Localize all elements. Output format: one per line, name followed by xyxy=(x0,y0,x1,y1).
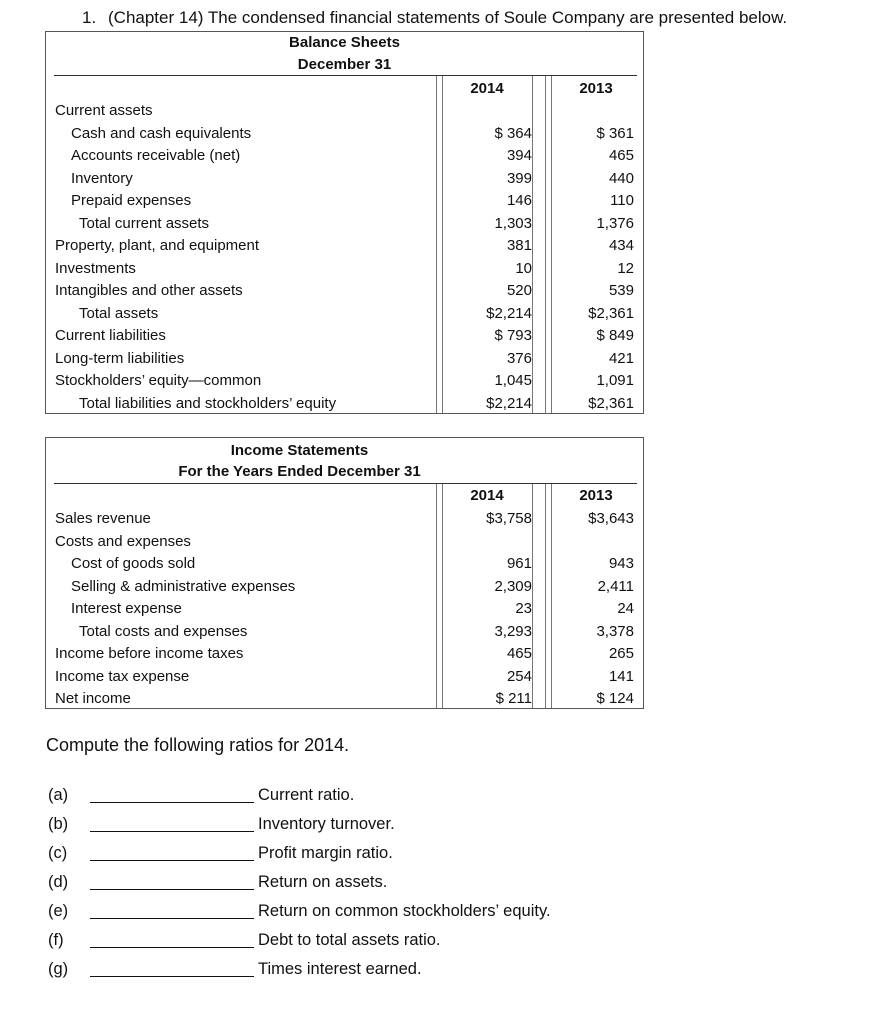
value-2014: 10 xyxy=(515,259,532,277)
table-row xyxy=(46,393,643,416)
table-row xyxy=(46,531,643,554)
value-2013: 3,378 xyxy=(596,622,634,640)
income-statement-subtitle: For the Years Ended December 31 xyxy=(178,463,421,480)
value-2014: $2,214 xyxy=(486,304,532,322)
ratio-name: Profit margin ratio. xyxy=(258,844,393,862)
table-row xyxy=(46,145,643,168)
ratio-item xyxy=(48,873,748,902)
value-2014: 3,293 xyxy=(494,622,532,640)
value-2013: 12 xyxy=(617,259,634,277)
value-2013: 421 xyxy=(608,349,634,367)
value-2014: 23 xyxy=(515,600,532,617)
row-label: Total assets xyxy=(79,304,159,322)
value-2013: $2,361 xyxy=(588,394,634,412)
row-label: Net income xyxy=(55,690,131,707)
table-row xyxy=(46,258,643,281)
instructions: Compute the following ratios for 2014. xyxy=(46,735,350,755)
table-row xyxy=(46,235,643,258)
ratio-letter: (c) xyxy=(48,844,68,862)
value-2014: 399 xyxy=(506,169,532,187)
table-row xyxy=(46,325,643,348)
value-2014: 1,045 xyxy=(494,372,532,389)
table-row xyxy=(46,303,643,326)
table-row xyxy=(46,508,643,531)
income-statement-title: Income Statements xyxy=(230,442,369,459)
table-row xyxy=(46,123,643,146)
row-label: Prepaid expenses xyxy=(71,192,192,209)
value-2014: $2,214 xyxy=(486,394,532,412)
answer-blank[interactable] xyxy=(90,889,254,890)
row-label: Total current assets xyxy=(79,214,210,232)
value-2013: $ 124 xyxy=(596,690,634,707)
answer-blank[interactable] xyxy=(90,860,254,861)
value-2014: 254 xyxy=(506,667,532,685)
row-label: Income tax expense xyxy=(55,667,190,685)
value-2014: 2,309 xyxy=(494,577,532,595)
table-row xyxy=(46,213,643,236)
value-2014: $ 211 xyxy=(495,690,532,707)
value-2014: 381 xyxy=(506,237,532,254)
ratio-item xyxy=(48,960,748,989)
value-2013: 110 xyxy=(610,192,634,209)
row-label: Sales revenue xyxy=(55,510,151,527)
table-row xyxy=(46,168,643,191)
table-row xyxy=(46,643,643,666)
value-2014: 1,303 xyxy=(494,214,532,232)
ratio-letter: (e) xyxy=(48,902,69,920)
question-number: 1. xyxy=(82,8,97,27)
row-label: Current liabilities xyxy=(55,327,166,344)
row-label: Cost of goods sold xyxy=(71,555,196,572)
answer-blank[interactable] xyxy=(90,918,254,919)
row-label: Inventory xyxy=(71,169,133,187)
table-row xyxy=(46,348,643,371)
row-label: Current assets xyxy=(55,102,153,119)
table-row xyxy=(46,666,643,689)
value-2013: 440 xyxy=(608,169,634,187)
income-statement-rule xyxy=(54,483,637,484)
row-label: Selling & administrative expenses xyxy=(71,577,296,595)
row-label: Costs and expenses xyxy=(55,532,191,550)
row-label: Total costs and expenses xyxy=(79,622,248,640)
row-label: Interest expense xyxy=(71,600,182,617)
row-label: Intangibles and other assets xyxy=(55,282,243,299)
value-2013: $ 361 xyxy=(596,124,634,142)
row-label: Total liabilities and stockholders’ equity xyxy=(79,394,337,412)
question-heading xyxy=(82,8,787,28)
value-2014: 961 xyxy=(506,555,532,572)
income-statement-table xyxy=(45,437,644,709)
ratio-name: Times interest earned. xyxy=(258,960,422,978)
ratio-name: Inventory turnover. xyxy=(258,815,395,833)
ratio-letter: (f) xyxy=(48,931,64,949)
value-2013: 943 xyxy=(608,555,634,572)
value-2014: $ 793 xyxy=(494,327,532,344)
ratio-name: Current ratio. xyxy=(258,786,355,804)
table-row xyxy=(46,190,643,213)
ratio-name: Debt to total assets ratio. xyxy=(258,931,441,949)
row-label: Long-term liabilities xyxy=(55,349,185,367)
balance-sheet-title: Balance Sheets xyxy=(289,34,400,51)
ratio-letter: (b) xyxy=(48,815,69,833)
row-label: Accounts receivable (net) xyxy=(71,147,241,164)
value-2014: 520 xyxy=(506,282,532,299)
ratio-item xyxy=(48,815,748,844)
table-row xyxy=(46,621,643,644)
row-label: Investments xyxy=(55,259,136,277)
ratio-letter: (g) xyxy=(48,960,69,978)
balance-sheet-rule xyxy=(54,75,637,76)
table-row xyxy=(46,688,643,711)
value-2013: 465 xyxy=(608,147,634,164)
value-2014: $ 364 xyxy=(494,124,532,142)
question-text: (Chapter 14) The condensed financial statements of Soule Company are presented below. xyxy=(108,8,788,27)
ratio-item xyxy=(48,844,748,873)
ratio-letter: (d) xyxy=(48,873,69,891)
balance-sheet-col-2014: 2014 xyxy=(470,80,504,97)
table-row xyxy=(46,576,643,599)
table-row xyxy=(46,280,643,303)
income-statement-col-2014: 2014 xyxy=(470,487,504,504)
value-2014: 376 xyxy=(506,349,532,367)
value-2014: 394 xyxy=(506,147,532,164)
value-2013: 141 xyxy=(608,667,634,685)
row-label: Income before income taxes xyxy=(55,645,244,662)
table-row xyxy=(46,370,643,393)
value-2014: 146 xyxy=(506,192,532,209)
ratio-name: Return on assets. xyxy=(258,873,388,891)
balance-sheet-subtitle: December 31 xyxy=(297,56,392,73)
answer-blank[interactable] xyxy=(90,947,254,948)
row-label: Property, plant, and equipment xyxy=(55,237,260,254)
value-2013: 1,376 xyxy=(596,214,634,232)
answer-blank[interactable] xyxy=(90,976,254,977)
value-2013: 24 xyxy=(617,600,634,617)
row-label: Stockholders’ equity—common xyxy=(55,372,262,389)
value-2013: 434 xyxy=(608,237,634,254)
row-label: Cash and cash equivalents xyxy=(71,124,252,142)
answer-blank[interactable] xyxy=(90,802,254,803)
income-statement-col-2013: 2013 xyxy=(579,487,613,504)
table-row xyxy=(46,553,643,576)
balance-sheet-col-2013: 2013 xyxy=(579,80,613,97)
ratio-letter: (a) xyxy=(48,786,69,804)
value-2013: 2,411 xyxy=(597,577,634,595)
value-2013: 265 xyxy=(608,645,634,662)
table-row xyxy=(46,100,643,123)
answer-blank[interactable] xyxy=(90,831,254,832)
value-2013: $2,361 xyxy=(588,304,634,322)
table-row xyxy=(46,598,643,621)
value-2013: $3,643 xyxy=(588,510,634,527)
balance-sheet-table xyxy=(45,31,644,414)
ratio-name: Return on common stockholders’ equity. xyxy=(258,902,551,920)
ratio-item xyxy=(48,931,748,960)
value-2013: $ 849 xyxy=(596,327,634,344)
value-2014: 465 xyxy=(506,645,532,662)
value-2013: 1,091 xyxy=(596,372,634,389)
value-2013: 539 xyxy=(608,282,634,299)
ratio-item xyxy=(48,902,748,931)
ratio-item xyxy=(48,786,748,815)
value-2014: $3,758 xyxy=(486,510,532,527)
